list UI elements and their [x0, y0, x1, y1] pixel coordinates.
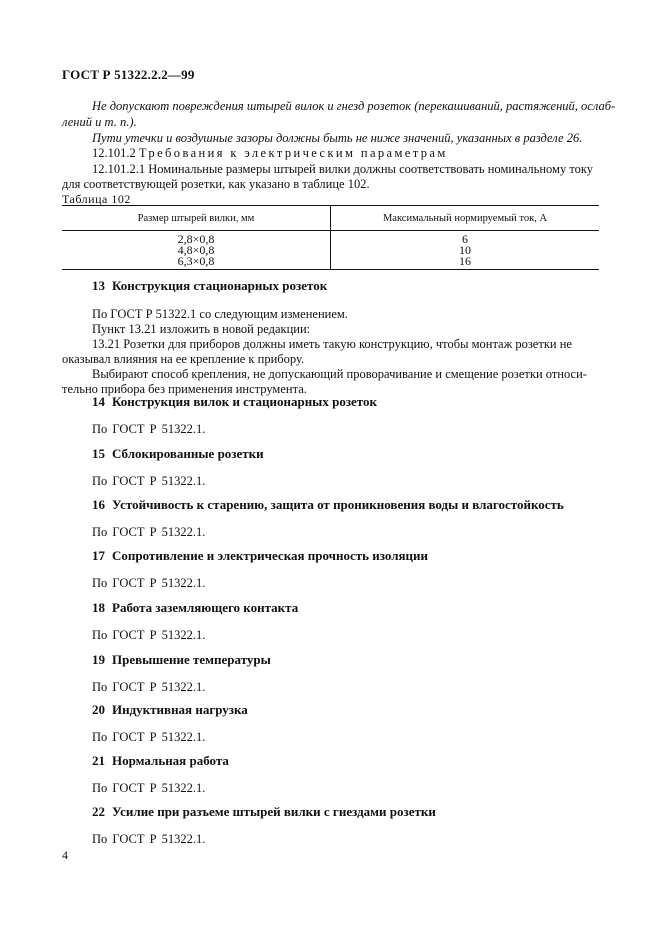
section-18-reference: По ГОСТ Р 51322.1.	[92, 628, 206, 642]
section-number: 22	[92, 804, 105, 819]
section-21-reference: По ГОСТ Р 51322.1.	[92, 781, 206, 795]
section-number: 16	[92, 497, 105, 512]
table-caption: Таблица 102	[62, 192, 131, 206]
table-cell-pin-size: 6,3×0,8	[62, 256, 331, 270]
section-22-heading	[92, 804, 436, 820]
section-16-reference: По ГОСТ Р 51322.1.	[92, 525, 206, 539]
section-13-line: По ГОСТ Р 51322.1 со следующим изменением.	[92, 307, 348, 321]
section-13-line: тельно прибора без применения инструмента.	[62, 382, 307, 396]
section-number: 15	[92, 446, 105, 461]
table-cell-pin-size: 4,8×0,8	[62, 245, 331, 256]
page-number: 4	[62, 848, 68, 862]
intro-paragraph-2: Пути утечки и воздушные зазоры должны быть не ниже значений, указанных в разделе 26.	[92, 131, 583, 145]
section-title: Нормальная работа	[112, 753, 229, 768]
section-22-reference: По ГОСТ Р 51322.1.	[92, 832, 206, 846]
section-number: 20	[92, 702, 105, 717]
table-row	[62, 245, 599, 256]
section-15-heading	[92, 446, 264, 462]
table-header-pin-size: Размер штырей вилки, мм	[62, 206, 331, 231]
section-number: 19	[92, 652, 105, 667]
intro-paragraph-3-line-2: для соответствующей розетки, как указано в таблице 102.	[62, 177, 370, 191]
section-15-reference: По ГОСТ Р 51322.1.	[92, 474, 206, 488]
section-13-line: 13.21 Розетки для приборов должны иметь такую конструкцию, чтобы монтаж розетки не	[92, 337, 572, 351]
section-13-line: Пункт 13.21 изложить в новой редакции:	[92, 322, 311, 336]
section-number: 17	[92, 548, 105, 563]
section-14-reference: По ГОСТ Р 51322.1.	[92, 422, 206, 436]
section-19-heading	[92, 652, 271, 668]
section-13-heading	[92, 278, 327, 294]
section-21-heading	[92, 753, 229, 769]
intro-paragraph-1-line-1: Не допускают повреждения штырей вилок и гнезд розеток (перекашиваний, растяжений, ослаб-	[92, 99, 616, 113]
plug-pin-table	[62, 205, 599, 270]
table-row	[62, 256, 599, 270]
table-header-row	[62, 206, 599, 231]
clause-heading	[92, 145, 448, 161]
section-20-reference: По ГОСТ Р 51322.1.	[92, 730, 206, 744]
section-title: Сопротивление и электрическая прочность изоляции	[112, 548, 429, 563]
clause-number: 12.101.2	[92, 146, 136, 160]
section-title: Индуктивная нагрузка	[112, 702, 248, 717]
section-title: Устойчивость к старению, защита от проникновения воды и влагостойкость	[112, 497, 564, 512]
table-cell-current: 16	[331, 256, 600, 270]
table-header-max-current: Максимальный нормируемый ток, А	[331, 206, 600, 231]
section-17-heading	[92, 548, 428, 564]
section-16-heading	[92, 497, 564, 513]
table-row	[62, 231, 599, 246]
document-code-header: ГОСТ Р 51322.2.2—99	[62, 67, 195, 82]
section-17-reference: По ГОСТ Р 51322.1.	[92, 576, 206, 590]
section-number: 21	[92, 753, 105, 768]
section-18-heading	[92, 600, 298, 616]
section-13-line: оказывал влияния на ее крепление к прибору.	[62, 352, 305, 366]
section-title: Работа заземляющего контакта	[112, 600, 299, 615]
section-title: Усилие при разъеме штырей вилки с гнездами розетки	[112, 804, 436, 819]
intro-paragraph-3-line-1: 12.101.2.1 Номинальные размеры штырей вилки должны соответствовать номинальному току	[92, 162, 594, 176]
section-title: Конструкция вилок и стационарных розеток	[112, 394, 378, 409]
table-cell-current: 10	[459, 243, 471, 257]
section-title: Превышение температуры	[112, 652, 271, 667]
table-cell-current: 6	[462, 232, 468, 246]
section-number: 14	[92, 394, 105, 409]
intro-paragraph-1-line-2: лений и т. п.).	[62, 115, 137, 129]
section-14-heading	[92, 394, 377, 410]
section-title: Сблокированные розетки	[112, 446, 264, 461]
section-19-reference: По ГОСТ Р 51322.1.	[92, 680, 206, 694]
section-13-line: Выбирают способ крепления, не допускающий проворачивание и смещение розетки относи-	[92, 367, 587, 381]
table-cell-pin-size: 2,8×0,8	[62, 231, 331, 246]
section-number: 18	[92, 600, 105, 615]
section-20-heading	[92, 702, 248, 718]
section-number: 13	[92, 278, 105, 293]
clause-title: Требования к электрическим параметрам	[138, 146, 448, 160]
section-title: Конструкция стационарных розеток	[112, 278, 328, 293]
